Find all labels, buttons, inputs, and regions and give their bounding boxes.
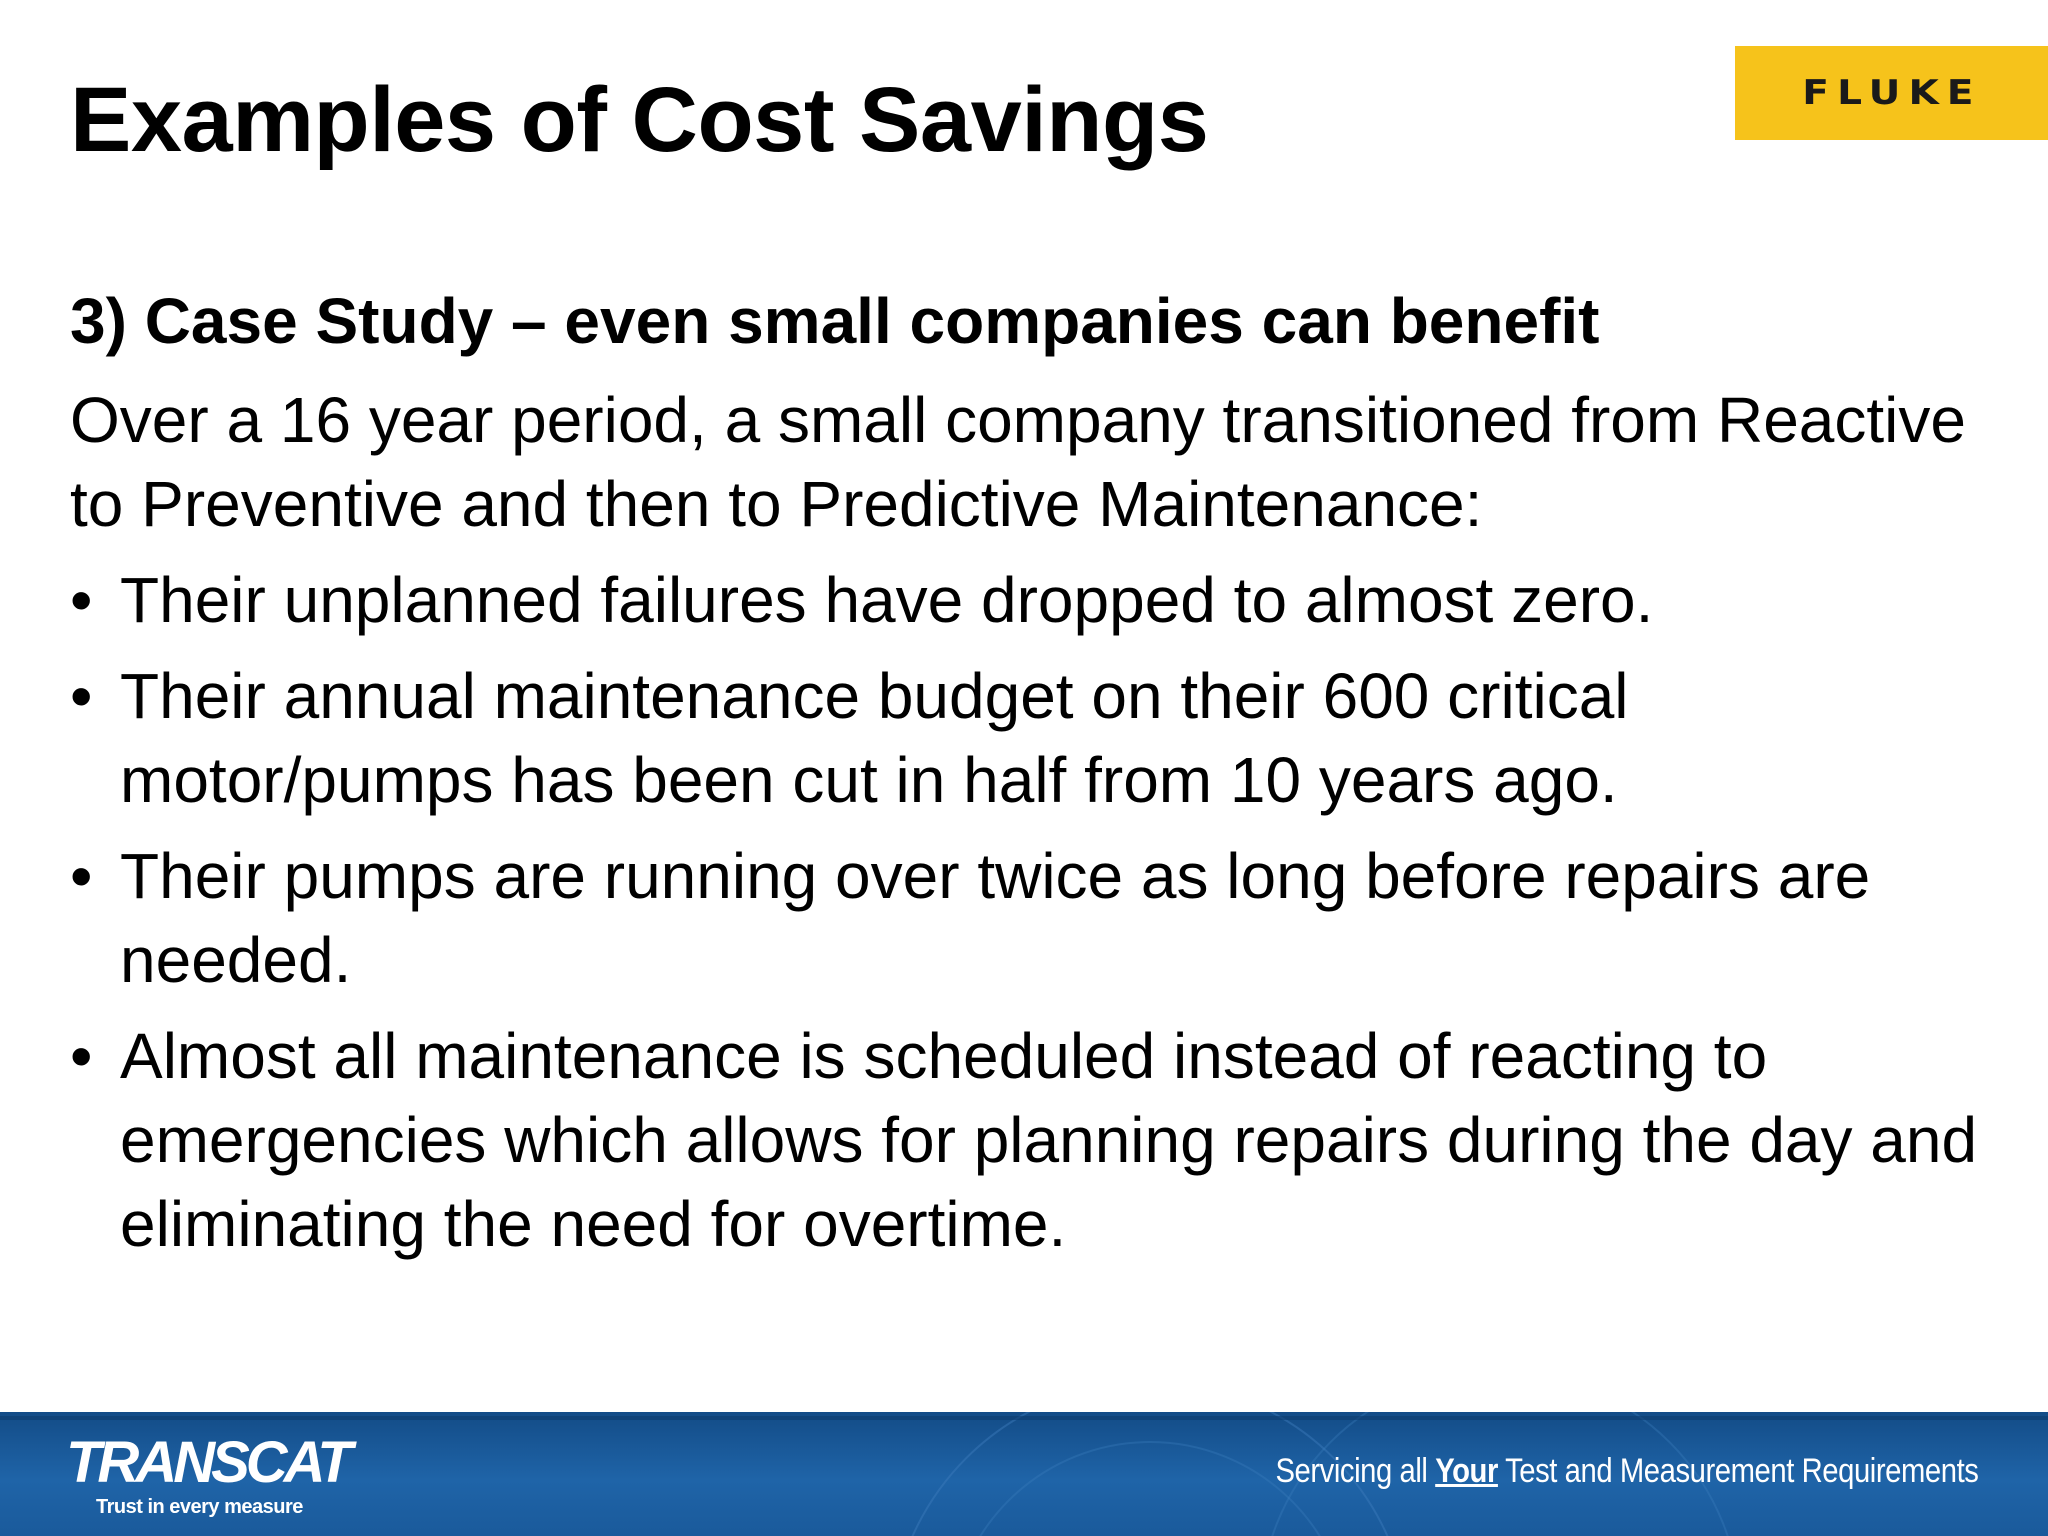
bullet-icon: •: [70, 1020, 93, 1092]
fluke-logo: [1735, 46, 2048, 140]
bullet-list: [70, 558, 1990, 1266]
bullet-icon: •: [70, 840, 93, 912]
bullet-icon: •: [70, 660, 93, 732]
footer-bar: [0, 1412, 2048, 1536]
bullet-text: Almost all maintenance is scheduled instead of reacting to emergencies which allows for planning repairs during the day and eliminating the need for overtime.: [120, 1020, 1978, 1260]
transcat-logo-text: TRANSCAT: [66, 1430, 349, 1495]
case-study-heading: 3) Case Study – even small companies can benefit: [70, 285, 1600, 357]
transcat-tagline: Trust in every measure: [96, 1496, 303, 1518]
slide-title: Examples of Cost Savings: [70, 69, 1209, 171]
bullet-item: [70, 834, 1990, 1002]
bullet-text: Their annual maintenance budget on their 600 critical motor/pumps has been cut in half from 10 years ago.: [120, 660, 1629, 816]
bullet-item: [70, 654, 1990, 822]
bullet-item: [70, 1014, 1990, 1266]
footer-slogan: [1275, 1452, 1978, 1491]
intro-paragraph: Over a 16 year period, a small company transitioned from Reactive to Preventive and then to Predictive Maintenance:: [70, 384, 1966, 540]
bullet-text: Their unplanned failures have dropped to almost zero.: [120, 564, 1654, 636]
bullet-icon: •: [70, 564, 93, 636]
bullet-item: [70, 558, 1990, 642]
transcat-logo: [66, 1432, 366, 1522]
slogan-text-start: Servicing all: [1274, 1452, 1435, 1490]
bullet-text: Their pumps are running over twice as long before repairs are needed.: [120, 840, 1871, 996]
slide-body: [70, 276, 1990, 1266]
slogan-text-end: Test and Measurement Requirements: [1497, 1452, 1978, 1490]
slogan-emphasis: Your: [1434, 1452, 1498, 1490]
fluke-logo-text: FLUKE: [1801, 73, 1982, 113]
